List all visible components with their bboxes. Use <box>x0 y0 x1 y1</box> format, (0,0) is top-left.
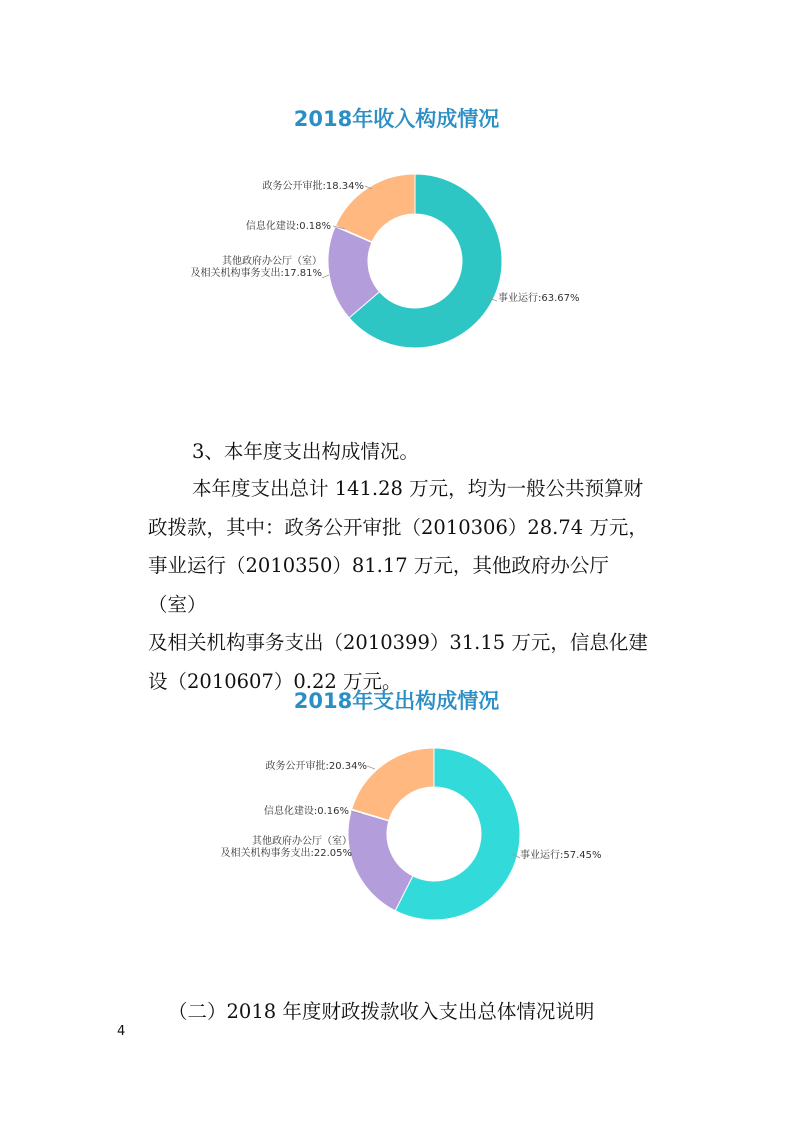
slice-label-leader <box>367 766 375 769</box>
slice-label: 其他政府办公厅（室） <box>252 836 352 847</box>
slice-label: 及相关机构事务支出:22.05% <box>220 848 352 859</box>
slice-label: 信息化建设:0.18% <box>245 221 331 232</box>
donut-slice <box>352 748 434 820</box>
expense-paragraph <box>148 470 648 701</box>
slice-label: 其他政府办公厅（室） <box>222 256 322 267</box>
chart-title-expense: 2018年支出构成情况 <box>293 689 500 713</box>
slice-label: 及相关机构事务支出:17.81% <box>190 268 322 279</box>
income-donut-chart <box>0 150 793 380</box>
slice-label: 事业运行:57.45% <box>520 850 602 861</box>
paragraph-line: 及相关机构事务支出（2010399）31.15 万元，信息化建 <box>148 631 648 654</box>
page-number: 4 <box>117 1024 126 1039</box>
slice-label: 政务公开审批:20.34% <box>265 761 367 772</box>
paragraph-line: 事业运行（2010350）81.17 万元，其他政府办公厅（室） <box>148 554 609 616</box>
donut-slice <box>348 810 413 911</box>
slice-label-leader <box>322 275 329 278</box>
expense-donut-chart <box>0 730 793 950</box>
paragraph-line: 本年度支出总计 141.28 万元，均为一般公共预算财 <box>192 477 644 500</box>
slice-label: 事业运行:63.67% <box>498 293 580 304</box>
expense-heading: 3、本年度支出构成情况。 <box>192 440 419 463</box>
paragraph-line: 政拨款，其中：政务公开审批（2010306）28.74 万元， <box>148 515 648 539</box>
paragraph-line: 设（2010607）0.22 万元。 <box>148 669 402 693</box>
chart-title-income: 2018年收入构成情况 <box>293 107 500 131</box>
slice-label: 政务公开审批:18.34% <box>262 181 364 192</box>
section-heading: （二）2018 年度财政拨款收入支出总体情况说明 <box>168 1000 595 1023</box>
slice-label: 信息化建设:0.16% <box>263 806 349 817</box>
